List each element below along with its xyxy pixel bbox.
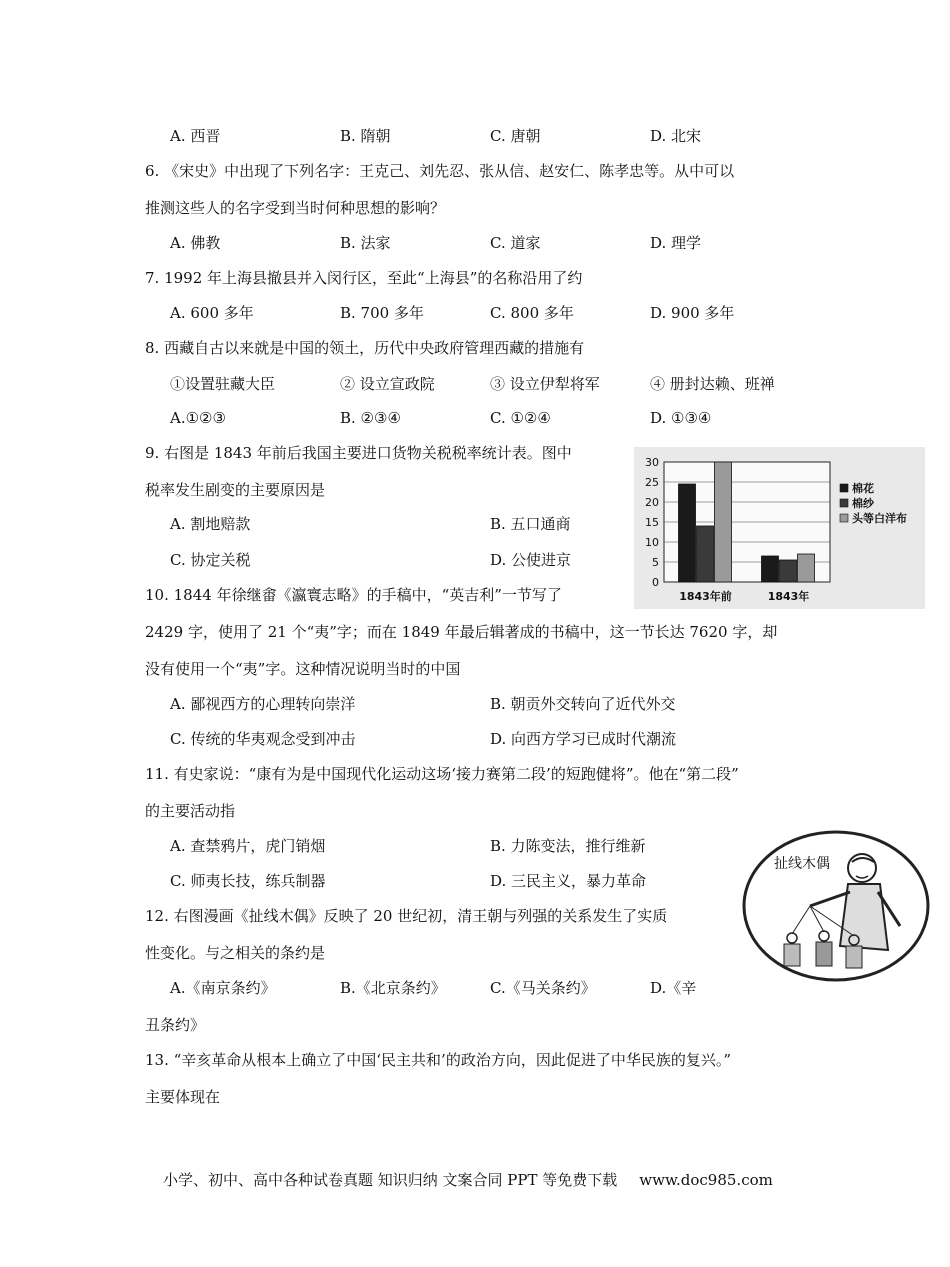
q10-stem-cont2: 没有使用一个“夷”字。这种情况说明当时的中国 xyxy=(145,660,461,678)
q10-option-a: A. 鄙视西方的心理转向崇洋 xyxy=(170,695,356,713)
chart-y-tick-label: 0 xyxy=(652,576,659,589)
q9-option-b: B. 五口通商 xyxy=(490,515,571,533)
q7-option-b: B. 700 多年 xyxy=(340,304,424,322)
q8-item-1: ①设置驻藏大臣 xyxy=(170,375,276,393)
chart-x-tick-label: 1843年前 xyxy=(679,590,732,603)
q8-option-d: D. ①③④ xyxy=(650,409,712,427)
q11-option-a: A. 查禁鸦片，虎门销烟 xyxy=(170,837,326,855)
q12-stem: 12. 右图漫画《扯线木偶》反映了 20 世纪初，清王朝与列强的关系发生了实质 xyxy=(145,907,668,925)
q8-item-3: ③ 设立伊犁将军 xyxy=(490,375,600,393)
q11-stem-cont: 的主要活动指 xyxy=(145,802,236,820)
q11-option-b: B. 力陈变法，推行维新 xyxy=(490,837,646,855)
chart-legend-swatch xyxy=(840,499,848,507)
q10-option-b: B. 朝贡外交转向了近代外交 xyxy=(490,695,676,713)
q10-option-c: C. 传统的华夷观念受到冲击 xyxy=(170,730,356,748)
chart-legend-swatch xyxy=(840,484,848,492)
q7-option-a: A. 600 多年 xyxy=(170,304,254,322)
cartoon-title: 扯线木偶 xyxy=(774,856,830,872)
q6-stem-cont: 推测这些人的名字受到当时何种思想的影响？ xyxy=(145,199,446,217)
q8-option-a: A.①②③ xyxy=(170,409,226,427)
q8-option-b: B. ②③④ xyxy=(340,409,401,427)
puppet-cartoon xyxy=(740,826,932,986)
footer-text: 小学、初中、高中各种试卷真题 知识归纳 文案合同 PPT 等免费下载 xyxy=(163,1171,618,1189)
q7-stem: 7. 1992 年上海县撤县并入闵行区，至此“上海县”的名称沿用了约 xyxy=(145,269,583,287)
tariff-chart xyxy=(634,447,925,609)
chart-bar xyxy=(679,484,696,582)
q13-stem: 13. “辛亥革命从根本上确立了中国‘民主共和’的政治方向，因此促进了中华民族的复兴。” xyxy=(145,1051,731,1069)
chart-legend-swatch xyxy=(840,514,848,522)
chart-y-tick-label: 10 xyxy=(645,536,659,549)
q6-option-a: A. 佛教 xyxy=(170,234,221,252)
chart-legend-label: 头等白洋布 xyxy=(852,512,907,525)
puppet-cartoon-drawing xyxy=(740,826,932,986)
chart-bar xyxy=(762,556,779,582)
q6-stem: 6. 《宋史》中出现了下列名字：王克己、刘先忍、张从信、赵安仁、陈孝忠等。从中可以 xyxy=(145,162,735,180)
q9-option-c: C. 协定关税 xyxy=(170,551,251,569)
q6-option-c: C. 道家 xyxy=(490,234,541,252)
chart-y-tick-label: 5 xyxy=(652,556,659,569)
q5-option-d: D. 北宋 xyxy=(650,127,702,145)
q6-option-b: B. 法家 xyxy=(340,234,391,252)
q5-option-a: A. 西晋 xyxy=(170,127,221,145)
q8-item-4: ④ 册封达赖、班禅 xyxy=(650,375,775,393)
chart-bar xyxy=(780,560,797,582)
q9-stem-cont: 税率发生剧变的主要原因是 xyxy=(145,481,326,499)
chart-y-tick-label: 25 xyxy=(645,476,659,489)
q5-option-c: C. 唐朝 xyxy=(490,127,541,145)
tariff-chart-svg xyxy=(634,447,925,609)
chart-bar xyxy=(697,526,714,582)
chart-legend-label: 棉花 xyxy=(852,482,874,495)
q8-item-2: ② 设立宣政院 xyxy=(340,375,435,393)
q11-stem: 11. 有史家说：“康有为是中国现代化运动这场‘接力赛第二段’的短跑健将”。他在“第二段” xyxy=(145,765,739,783)
page-footer xyxy=(163,1169,773,1190)
q10-stem: 10. 1844 年徐继畬《瀛寰志略》的手稿中，“英吉利”一节写了 xyxy=(145,586,562,604)
q13-stem-cont: 主要体现在 xyxy=(145,1088,221,1106)
q7-option-d: D. 900 多年 xyxy=(650,304,735,322)
q7-option-c: C. 800 多年 xyxy=(490,304,574,322)
q11-option-c: C. 师夷长技，练兵制器 xyxy=(170,872,326,890)
chart-bar xyxy=(715,462,732,582)
chart-legend-label: 棉纱 xyxy=(852,497,874,510)
q12-option-d: D.《辛 xyxy=(650,979,697,997)
q5-option-b: B. 隋朝 xyxy=(340,127,391,145)
chart-y-tick-label: 30 xyxy=(645,456,659,469)
chart-bar xyxy=(798,554,815,582)
q12-option-a: A.《南京条约》 xyxy=(170,979,276,997)
chart-y-tick-label: 15 xyxy=(645,516,659,529)
q12-option-c: C.《马关条约》 xyxy=(490,979,596,997)
q8-option-c: C. ①②④ xyxy=(490,409,551,427)
q12-option-d-cont: 丑条约》 xyxy=(145,1016,206,1034)
chart-y-tick-label: 20 xyxy=(645,496,659,509)
q12-stem-cont: 性变化。与之相关的条约是 xyxy=(145,944,326,962)
chart-x-tick-label: 1843年 xyxy=(767,590,810,603)
footer-url[interactable]: www.doc985.com xyxy=(639,1171,773,1189)
q9-option-d: D. 公使进京 xyxy=(490,551,572,569)
q9-stem: 9. 右图是 1843 年前后我国主要进口货物关税税率统计表。图中 xyxy=(145,444,572,462)
q12-option-b: B.《北京条约》 xyxy=(340,979,446,997)
q10-stem-cont: 2429 字，使用了 21 个“夷”字；而在 1849 年最后辑著成的书稿中，这一节长达 7620 字，却 xyxy=(145,623,778,641)
q8-stem: 8. 西藏自古以来就是中国的领土，历代中央政府管理西藏的措施有 xyxy=(145,339,585,357)
q9-option-a: A. 割地赔款 xyxy=(170,515,251,533)
q11-option-d: D. 三民主义，暴力革命 xyxy=(490,872,647,890)
q10-option-d: D. 向西方学习已成时代潮流 xyxy=(490,730,677,748)
q6-option-d: D. 理学 xyxy=(650,234,702,252)
